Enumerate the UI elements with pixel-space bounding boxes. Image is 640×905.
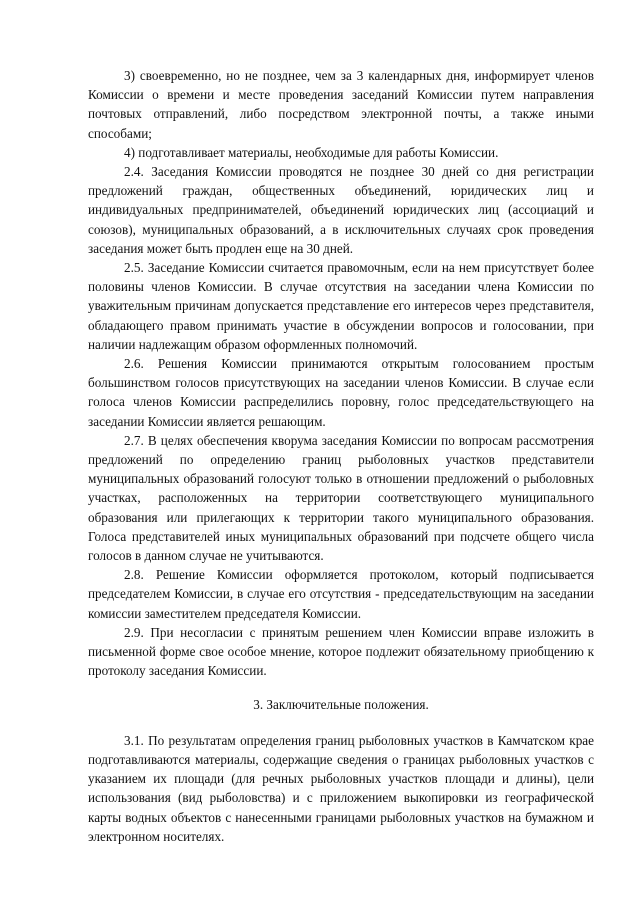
paragraph-3-1: 3.1. По результатам определения границ рыболовных участков в Камчатском крае подготавливаются материалы, содержащие сведения о границах рыболовных участков с указанием их площади (для речных рыболовных участков площади и длины), цели использования (вид рыболовства) и с приложением выкопировки из географической карты водных объектов с нанесенными границами рыболовных участков на бумажном и электронном носителях. [88,732,594,844]
paragraph-2-4: 2.4. Заседания Комиссии проводятся не позднее 30 дней со дня регистрации предложений граждан, общественных объединений, юридических лиц и индивидуальных предпринимателей, объединений юридических лиц (ассоциаций и союзов), муниципальных образований, а в исключительных случаях срок проведения заседания может быть продлен еще на 30 дней. [88,164,594,256]
document-page [88,66,594,846]
section-heading: 3. Заключительные положения. [253,696,429,712]
paragraph-2-8: 2.8. Решение Комиссии оформляется протоколом, который подписывается председателем Комиссии, в случае его отсутствия - председательствующим на заседании комиссии заместителем председателя Комиссии. [88,567,594,621]
paragraph-4-prepares-materials: 4) подготавливает материалы, необходимые для работы Комиссии. [124,144,499,160]
paragraph-2-6: 2.6. Решения Комиссии принимаются открытым голосованием простым большинством голосов присутствующих на заседании членов Комиссии. В случае если голоса членов Комиссии распределились поровну, голос председательствующего на заседании Комиссии является решающим. [88,356,594,429]
paragraph-2-9: 2.9. При несогласии с принятым решением член Комиссии вправе изложить в письменной форме свое особое мнение, которое подлежит обязательному приобщению к протоколу заседания Комиссии. [88,624,594,679]
paragraph-3-informs-members: 3) своевременно, но не позднее, чем за 3 календарных дня, информирует членов Комиссии о времени и месте проведения заседаний Комиссии путем направления почтовых отправлений, либо посредством электронной почты, а также иными способами; [88,68,594,141]
paragraph-2-7: 2.7. В целях обеспечения кворума заседания Комиссии по вопросам рассмотрения предложений по определению границ рыболовных участков представители муниципальных образований голосуют только в отношении предложений о рыболовных участках, расположенных на территории соответствующего муниципального образования или прилегающих к территории такого муниципального образования. Голоса представителей иных муниципальных образований при подсчете общего числа голосов в данном случае не учитываются. [88,432,594,564]
paragraph-2-5: 2.5. Заседание Комиссии считается правомочным, если на нем присутствует более половины членов Комиссии. В случае отсутствия на заседании члена Комиссии по уважительным причинам допускается представление его интересов через представителя, обладающего правом принимать участие в обсуждении вопросов и голосовании, при наличии надлежащим образом оформленных полномочий. [88,260,594,352]
